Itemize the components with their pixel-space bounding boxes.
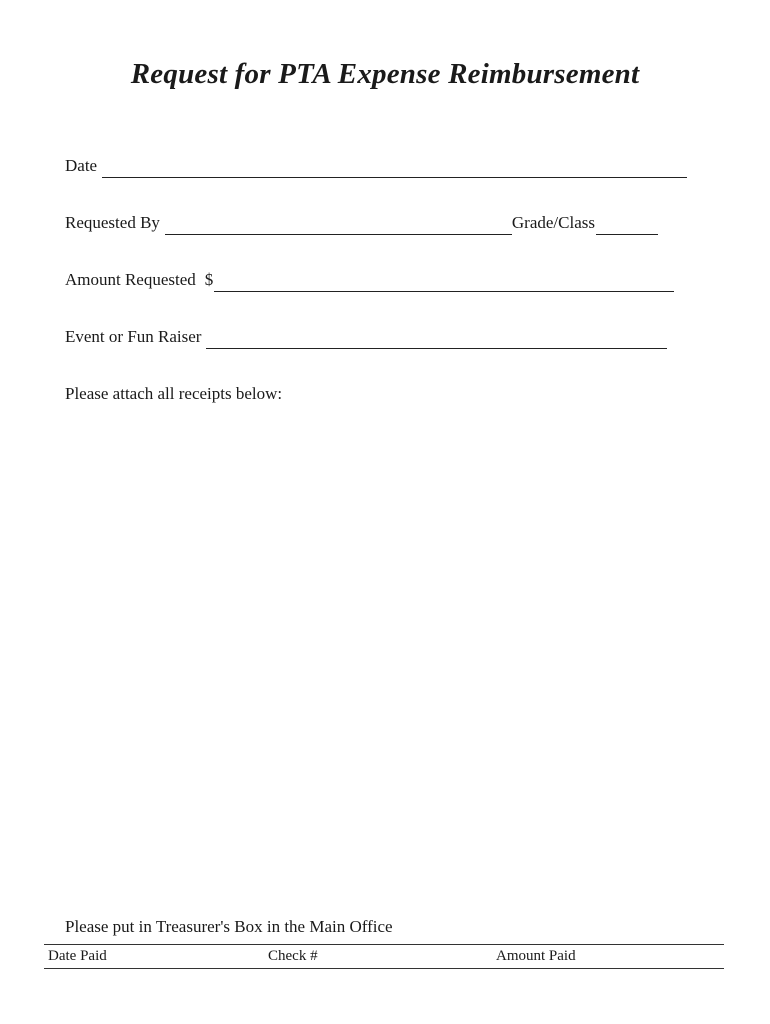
amount-requested-label: Amount Requested [65, 270, 196, 289]
footer-note: Please put in Treasurer's Box in the Main Office [65, 917, 393, 936]
event-field[interactable] [206, 330, 667, 349]
event-label: Event or Fun Raiser [65, 327, 202, 346]
footer-top-rule [44, 944, 724, 945]
currency-symbol: $ [204, 270, 214, 289]
grade-class-label: Grade/Class [511, 213, 595, 232]
date-field[interactable] [102, 159, 687, 178]
requested-by-row [65, 211, 658, 235]
requested-by-field[interactable] [165, 216, 512, 235]
payment-record-row [48, 948, 724, 970]
receipts-note: Please attach all receipts below: [65, 384, 283, 403]
event-row [65, 325, 667, 349]
check-number-label: Check # [268, 948, 318, 964]
amount-requested-field[interactable] [214, 273, 674, 292]
grade-class-field[interactable] [596, 216, 658, 235]
amount-requested-row [65, 268, 674, 292]
footer-bottom-rule [44, 968, 724, 969]
requested-by-label: Requested By [65, 213, 160, 232]
amount-paid-label: Amount Paid [496, 948, 576, 964]
date-row [65, 154, 687, 178]
form-title: Request for PTA Expense Reimbursement [130, 58, 640, 90]
date-paid-label: Date Paid [48, 948, 107, 964]
date-label: Date [65, 156, 98, 175]
